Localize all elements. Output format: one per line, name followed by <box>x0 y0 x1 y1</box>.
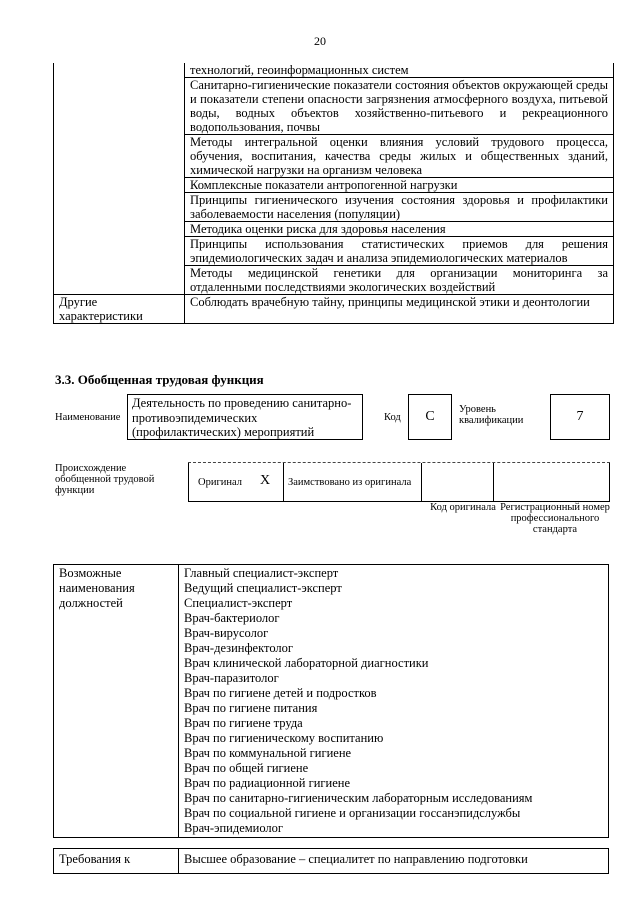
position-item: Специалист-эксперт <box>184 596 293 610</box>
other-characteristics-label: Другие характеристики <box>54 295 185 324</box>
positions-label: Возможные наименования должностей <box>54 565 179 838</box>
function-name-box: Деятельность по проведению санитарно-противоэпидемических (профилактических) мероприятий <box>127 394 363 440</box>
section-title: 3.3. Обобщенная трудовая функция <box>55 372 264 387</box>
position-item: Врач по гигиене питания <box>184 701 318 715</box>
position-item: Врач-вирусолог <box>184 626 269 640</box>
original-label: Оригинал <box>198 477 242 488</box>
position-item: Врач-эпидемиолог <box>184 821 284 835</box>
knowledge-row: Принципы использования статистических приемов для решения эпидемиологических задач и анализа эпидемиологических материалов <box>185 237 614 266</box>
knowledge-row: Принципы гигиенического изучения состояния здоровья и профилактики заболеваемости населения (популяции) <box>185 193 614 222</box>
registration-number-caption: Регистрационный номер профессионального стандарта <box>500 502 610 535</box>
requirements-text: Высшее образование – специалитет по направлению подготовки <box>179 849 609 874</box>
qualification-level-box: 7 <box>550 394 610 440</box>
position-item: Врач по радиационной гигиене <box>184 776 350 790</box>
position-item: Ведущий специалист-эксперт <box>184 581 342 595</box>
knowledge-row: Методы интегральной оценки влияния условий трудового процесса, обучения, воспитания, качества среды жилых и общественных зданий, химической нагрузки на организм человека <box>185 135 614 178</box>
empty-label-cell <box>54 63 185 295</box>
original-code-caption: Код оригинала <box>430 502 496 513</box>
knowledge-row: Методы медицинской генетики для организации мониторинга за отдаленными последствиями экологических воздействий <box>185 266 614 295</box>
position-item: Врач клинической лабораторной диагностики <box>184 656 429 670</box>
position-item: Врач по общей гигиене <box>184 761 309 775</box>
knowledge-row: технологий, геоинформационных систем <box>185 63 614 78</box>
position-item: Врач-дезинфектолог <box>184 641 294 655</box>
knowledge-row: Комплексные показатели антропогенной нагрузки <box>185 178 614 193</box>
borrowed-label: Заимствовано из оригинала <box>288 477 412 488</box>
knowledge-row: Методика оценки риска для здоровья населения <box>185 222 614 237</box>
qualification-level-label: Уровень квалификации <box>459 404 524 426</box>
requirements-label: Требования к <box>54 849 179 874</box>
position-item: Врач по социальной гигиене и организации госсанэпидслужбы <box>184 806 521 820</box>
position-item: Врач-бактериолог <box>184 611 280 625</box>
position-item: Врач по санитарно-гигиеническим лабораторным исследованиям <box>184 791 533 805</box>
positions-list <box>179 565 609 838</box>
code-box: C <box>408 394 452 440</box>
code-label: Код <box>384 412 401 423</box>
other-characteristics-text: Соблюдать врачебную тайну, принципы медицинской этики и деонтологии <box>185 295 614 324</box>
continued-knowledge-table <box>53 63 614 324</box>
position-item: Главный специалист-эксперт <box>184 566 339 580</box>
position-item: Врач по гигиеническому воспитанию <box>184 731 384 745</box>
positions-table <box>53 564 609 838</box>
position-item: Врач по гигиене детей и подростков <box>184 686 377 700</box>
origin-row <box>188 462 610 502</box>
position-item: Врач по коммунальной гигиене <box>184 746 352 760</box>
page-number: 20 <box>314 34 326 48</box>
origin-label: Происхождение обобщенной трудовой функции <box>55 463 155 496</box>
name-label: Наименование <box>55 412 121 423</box>
position-item: Врач по гигиене труда <box>184 716 303 730</box>
requirements-table <box>53 848 609 874</box>
original-mark: X <box>260 473 271 488</box>
knowledge-row: Санитарно-гигиенические показатели состояния объектов окружающей среды и показатели степени опасности загрязнения атмосферного воздуха, питьевой воды, водных объектов хозяйственно-питьевого и рекреационного водопользования, почвы <box>185 78 614 135</box>
position-item: Врач-паразитолог <box>184 671 279 685</box>
